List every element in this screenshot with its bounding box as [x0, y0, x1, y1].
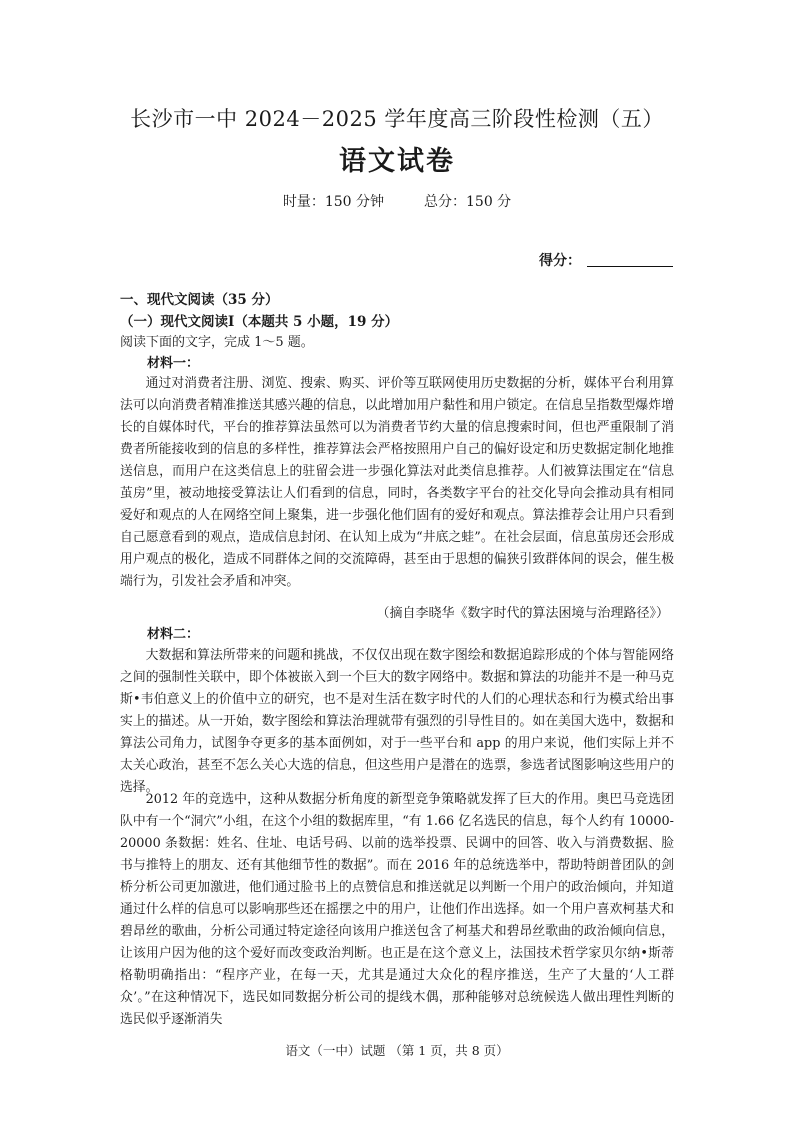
exam-title: 长沙市一中 2024－2025 学年度高三阶段性检测（五） [130, 107, 664, 131]
score-label: 得分： [539, 253, 581, 269]
time-limit: 时量：150 分钟 [282, 194, 384, 210]
page-footer: 语文（一中）试题 （第 1 页，共 8 页） [285, 1043, 509, 1058]
score-field [539, 251, 673, 271]
material1-source: （摘自李晓华《数字时代的算法困境与治理路径》） [376, 606, 669, 621]
exam-meta [0, 192, 794, 212]
total-score: 总分：150 分 [424, 194, 512, 210]
material2-paragraph-2: 2012 年的竞选中，这种从数据分析角度的新型竞争策略就发挥了巨大的作用。奥巴马竞选团队中有一个“洞穴”小组，在这个小组的数据库里，“有 1.66 亿名选民的信息，每个人约有 10000-20000 条数据：姓名、住址、电话号码、以前的选举投票、民调中的回答、收入与消费数据、脸书与推特上的朋友、还有其他细节性的数据”。而在 2016 年的总统选举中，帮助特朗普团队的剑桥分析公司更加激进，他们通过脸书上的点赞信息和推送就足以判断一个用户的政治倾向，并知道通过什么样的信息可以影响那些还在摇摆之中的用户，让他们作出选择。如一个用户喜欢柯基犬和碧昂丝的歌曲，分析公司通过特定途径向该用户推送包含了柯基犬和碧昂丝歌曲的政治倾向信息，让该用户因为他的这个爱好而改变政治判断。也正是在这个意义上，法国技术哲学家贝尔纳•斯蒂格勒明确指出：“程序产业，在每一天，尤其是通过大众化的程序推送，生产了大量的‘人工群众’。”在这种情况下，选民如同数据分析公司的提线木偶，那种能够对总统候选人做出理性判断的选民似乎逐渐消失 [120, 792, 674, 1027]
material1-label: 材料一： [147, 356, 200, 371]
score-blank [587, 252, 673, 267]
material2-label: 材料二： [147, 627, 200, 642]
section-heading: 一、现代文阅读（35 分） [120, 292, 279, 308]
exam-subject: 语文试卷 [339, 146, 455, 177]
material2-paragraph-1: 大数据和算法所带来的问题和挑战，不仅仅出现在数字图绘和数据追踪形成的个体与智能网络之间的强制性关联中，即个体被嵌入到一个巨大的数字网络中。数据和算法的功能并不是一种马克斯•韦伯意义上的价值中立的研究，也不是对生活在数字时代的人们的心理状态和行为模式给出事实上的描述。从一开始，数字图绘和算法治理就带有强烈的引导性目的。如在美国大选中，数据和算法公司角力，试图争夺更多的基本面例如，对于一些平台和 app 的用户来说，他们实际上并不太关心政治，甚至不怎么关心大选的信息，但这些用户是潜在的选票，参选者试图影响这些用户的选择。 [120, 648, 674, 795]
section-subheading: （一）现代文阅读Ⅰ（本题共 5 小题，19 分） [120, 314, 399, 330]
reading-instruction: 阅读下面的文字，完成 1～5 题。 [120, 335, 314, 350]
material1-text: 通过对消费者注册、浏览、搜索、购买、评价等互联网使用历史数据的分析，媒体平台利用算法可以向消费者精准推送其感兴趣的信息，以此增加用户黏性和用户锁定。在信息呈指数型爆炸增长的自媒体时代，平台的推荐算法虽然可以为消费者节约大量的信息搜索时间，但也严重限制了消费者所能接收到的信息的多样性，推荐算法会严格按照用户自己的偏好设定和历史数据定制化地推送信息，而用户在这类信息上的驻留会进一步强化算法对此类信息推荐。人们被算法围定在“信息茧房”里，被动地接受算法让人们看到的信息，同时，各类数字平台的社交化导向会推动具有相同爱好和观点的人在网络空间上聚集，进一步强化他们固有的爱好和观点。算法推荐会让用户只看到自己愿意看到的观点，造成信息封闭、在认知上成为“井底之蛙”。在社会层面，信息茧房还会形成用户观点的极化，造成不同群体之间的交流障碍，甚至由于思想的偏狭引致群体间的误会，催生极端行为，引发社会矛盾和冲突。 [120, 376, 674, 589]
